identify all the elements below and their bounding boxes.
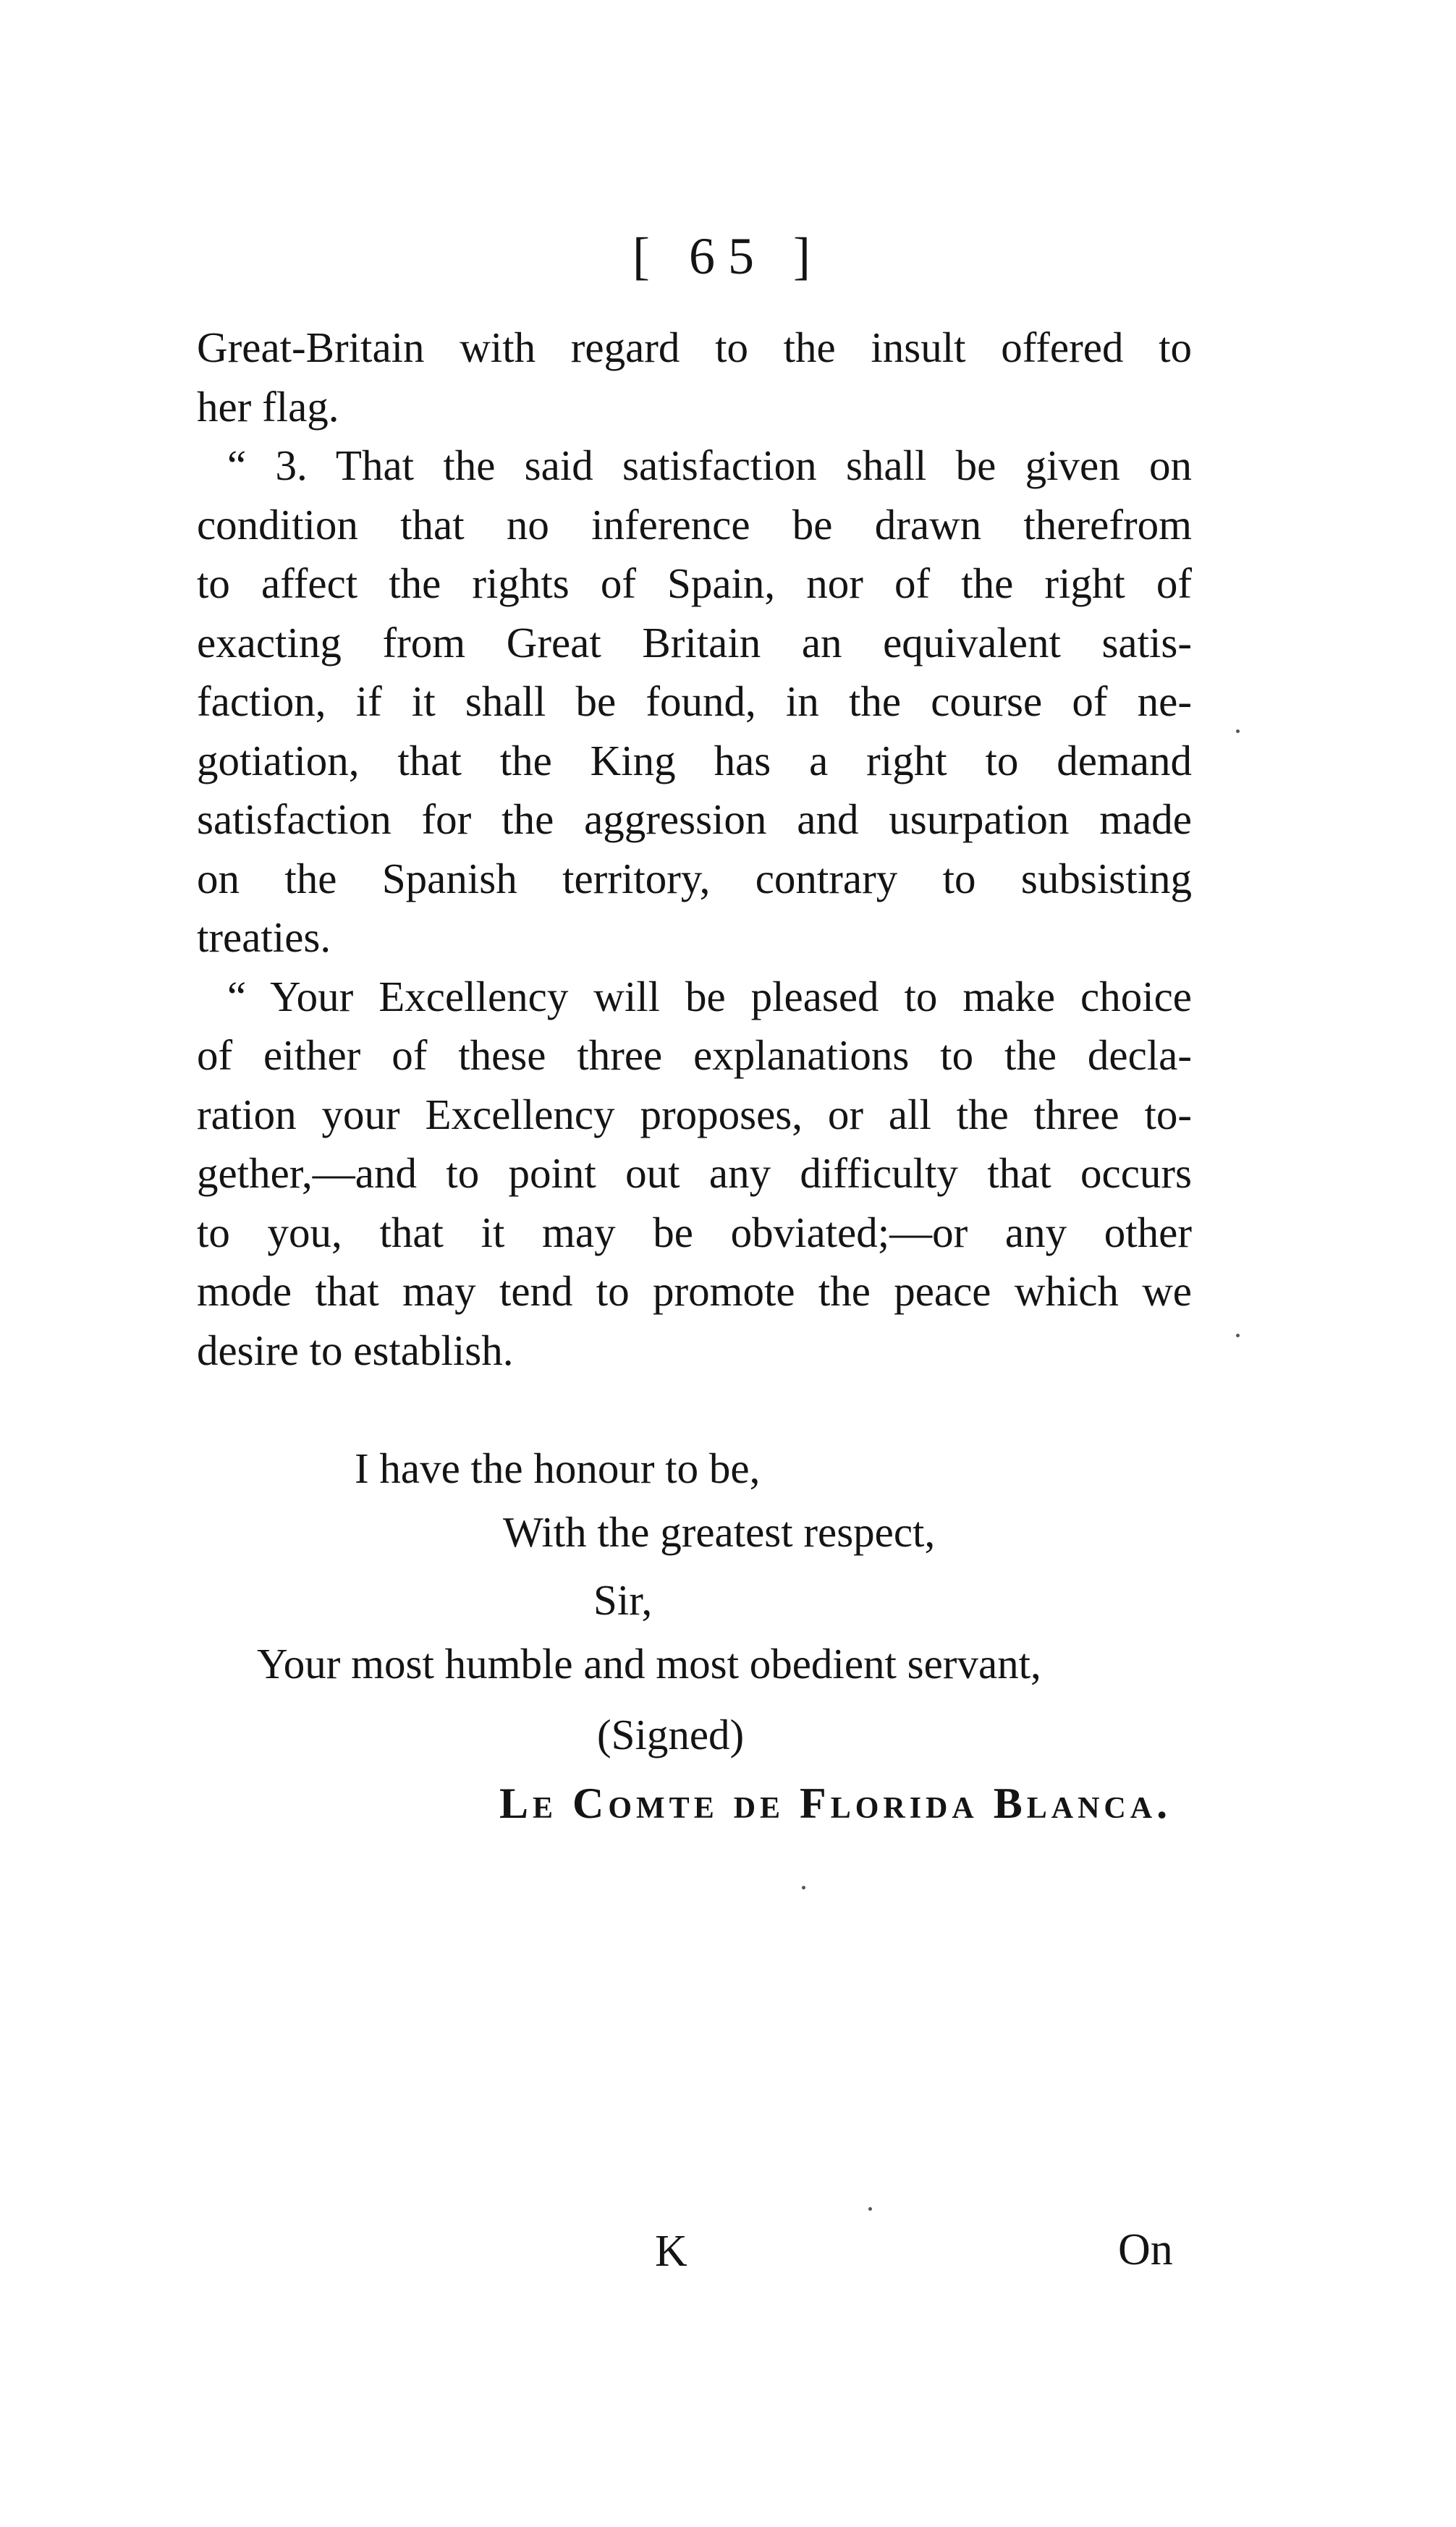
text-line: satisfaction for the aggression and usurpation made <box>197 795 1192 843</box>
text-line: gether,—and to point out any difficulty that occurs <box>197 1149 1192 1197</box>
text-line: to affect the rights of Spain, nor of the right of <box>197 559 1192 607</box>
text-line: gotiation, that the King has a right to demand <box>197 736 1192 784</box>
page-number: [ 65 ] <box>632 227 824 285</box>
text-line: desire to establish. <box>197 1326 514 1374</box>
closing-signed: (Signed) <box>597 1711 745 1758</box>
text-line: faction, if it shall be found, in the course of ne- <box>197 677 1192 725</box>
paper-speck <box>1236 1334 1240 1337</box>
catchword: On <box>1118 2225 1173 2274</box>
text-line: condition that no inference be drawn therefrom <box>197 500 1192 549</box>
paper-speck <box>1236 729 1240 733</box>
closing-honour: I have the honour to be, <box>355 1444 761 1492</box>
body-text <box>197 318 1192 1380</box>
closing-respect: With the greatest respect, <box>503 1508 936 1556</box>
text-line: treaties. <box>197 913 331 961</box>
closing-servant: Your most humble and most obedient servant, <box>257 1640 1041 1688</box>
closing-salutation: Sir, <box>593 1576 653 1624</box>
text-line: on the Spanish territory, contrary to subsisting <box>197 854 1192 902</box>
text-line: exacting from Great Britain an equivalent satis- <box>197 618 1192 666</box>
signature-mark: K <box>655 2227 687 2276</box>
text-line: mode that may tend to promote the peace which we <box>197 1267 1192 1315</box>
text-line: “ Your Excellency will be pleased to make choice <box>227 972 1192 1020</box>
paper-speck <box>868 2207 872 2211</box>
text-line: ration your Excellency proposes, or all the three to- <box>197 1090 1192 1138</box>
text-line: of either of these three explanations to the decla- <box>197 1031 1192 1079</box>
text-line: Great-Britain with regard to the insult offered to <box>197 323 1192 371</box>
signature-name: Le Comte de Florida Blanca. <box>499 1779 1172 1827</box>
text-line: to you, that it may be obviated;—or any other <box>197 1208 1192 1256</box>
paper-speck <box>802 1886 805 1889</box>
text-line: “ 3. That the said satisfaction shall be given on <box>227 441 1192 489</box>
text-line: her flag. <box>197 382 339 431</box>
